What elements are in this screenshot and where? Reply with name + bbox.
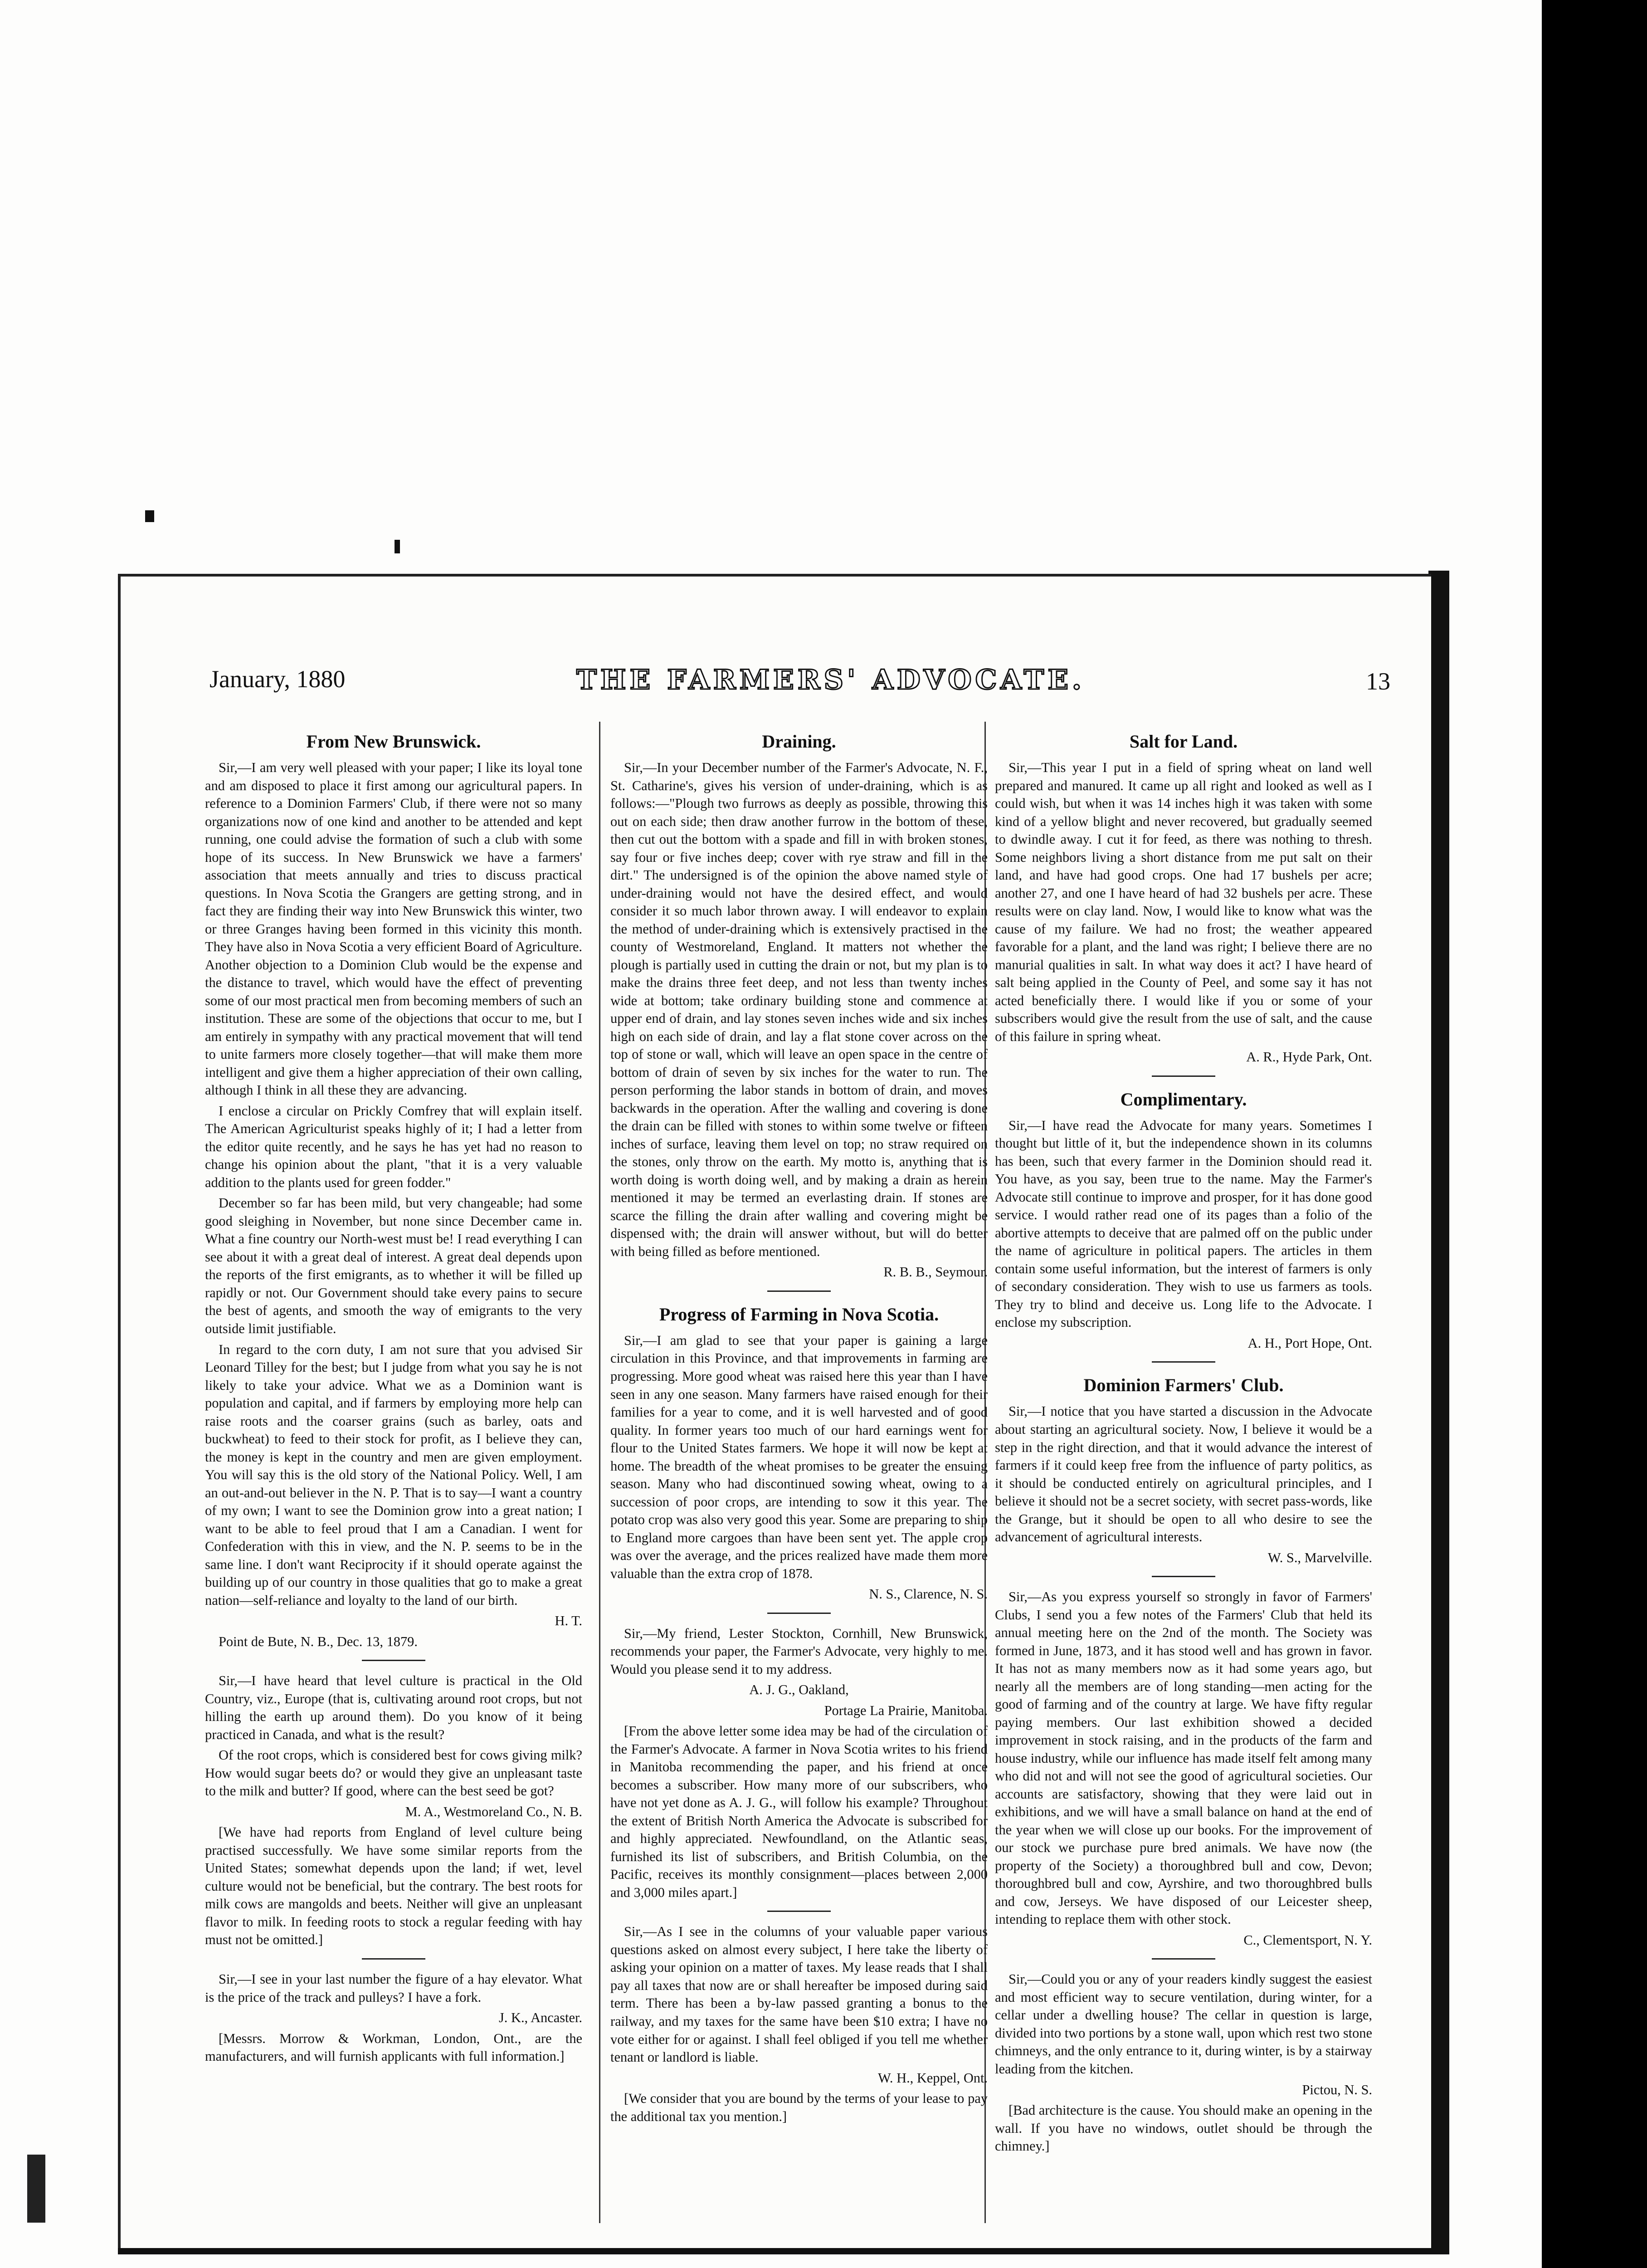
paragraph: In regard to the corn duty, I am not sure that you advised Sir Leonard Tilley for the best; but I judge from what you say he is not likely to take your advice. What we as a Dominion want is population and capital, and if farmers by employing more help can raise roots and the coarser grains (such as barley, oats and buckwheat) to feed to their stock for profit, as I believe they can, the money is kept in the country and men are given employment. You will say this is the old story of the National Policy. Well, I am an out-and-out believer in the N. P. That is to say—I want a country of my own; I want to see the Dominion grow into a great nation; I want to be able to feel proud that I am a Canadian. I went for Confederation with this in view, and the N. P. seems to be in the same line. I don't want Reciprocity if it should operate against the building up of our country in those qualities that go to make a great nation—self-reliance and loyalty to the land of our birth.: [205, 1341, 582, 1608]
column-1: [205, 726, 582, 2223]
paragraph: I enclose a circular on Prickly Comfrey that will explain itself. The American Agriculturist speaks highly of it; I had a letter from the editor quite recently, and he says he has yet had no reason to change his opinion about the plant, "that it is a very valuable addition to the plants used for green fodder.": [205, 1103, 582, 1190]
separator: [1152, 1958, 1215, 1960]
article-title: Salt for Land.: [1129, 731, 1238, 752]
signature: W. S., Marvelville.: [1267, 1549, 1372, 1565]
paragraph: Sir,—This year I put in a field of spring wheat on land well prepared and manured. It came up all right and looked as well as I could wish, but when it was 14 inches high it was taken with some kind of a yellow blight and never recovered, but gradually seemed to dwindle away. I cut it for feed, as there was nothing to thresh. Some neighbors living a short distance from me put salt on their land, and have had good crops. One had 17 bushels per acre; another 27, and one I have heard of had 32 bushels per acre. These results were on clay land. Now, I would like to know what was the cause of my failure. We had no frost; the weather appeared favorable for a plant, and the land was right; I believe there are no manurial qualities in salt. In what way does it act? I have heard of salt being applied in the County of Peel, and some say it has not acted beneficially there. I would like if you or some of your subscribers would give the result from the use of salt, and the cause of this failure in spring wheat.: [995, 760, 1372, 1044]
page-number: 13: [1366, 668, 1390, 695]
signature: M. A., Westmoreland Co., N. B.: [405, 1804, 582, 1819]
article-title: Draining.: [762, 731, 836, 752]
article-title: Dominion Farmers' Club.: [1083, 1375, 1284, 1396]
separator: [767, 1613, 831, 1614]
article-title: Progress of Farming in Nova Scotia.: [659, 1304, 939, 1325]
signature: R. B. B., Seymour.: [883, 1264, 988, 1280]
signature: C., Clementsport, N. Y.: [1243, 1932, 1372, 1948]
scan-speck: [395, 540, 400, 553]
signature: Pictou, N. S.: [1302, 2082, 1372, 2097]
paragraph: Sir,—As I see in the columns of your valuable paper various questions asked on almost every subject, I here take the liberty of asking your opinion on a matter of taxes. My lease reads that I shall pay all taxes that now are or shall hereafter be imposed during said term. There has been a by-law passed granting a bonus to the railway, and my taxes for the same have been $10 extra; I have no vote either for or against. I shall feel obliged if you tell me whether tenant or landlord is liable.: [610, 1924, 988, 2065]
publication-title: THE FARMERS' ADVOCATE.: [576, 664, 1085, 696]
paragraph: Sir,—I have read the Advocate for many years. Sometimes I thought but little of it, but the independence shown in its columns has been, such that every farmer in the Dominion should read it. You have, as you say, been true to the name. May the Farmer's Advocate still continue to improve and prosper, for it has done good service. I would rather read one of its pages than a folio of the abortive attempts to deceive that are palmed off on the public under the name of agriculture in political papers. The articles in them contain some useful information, but the interest of farmers is only of secondary consideration. They wish to use us farmers as tools. They try to blind and deceive us. Long life to the Advocate. I enclose my subscription.: [995, 1117, 1372, 1330]
paragraph: Sir,—I am glad to see that your paper is gaining a large circulation in this Province, and that improvements in farming are progressing. More good wheat was raised here this year than I have seen in any one season. Many farmers have raised enough for their families for a year to come, and it is well harvested and of good quality. In former years too much of our hard earnings went for flour to the United States farmers. We hope it will now be kept at home. The breadth of the wheat promises to be greater the ensuing season. Many who had discontinued sowing wheat, owing to a succession of poor crops, are intending to sow it this year. The potato crop was also very good this year. Some are preparing to ship to England more cargoes than have been sent yet. The apple crop was over the average, and the prices realized have made them more valuable than the extra crop of 1878.: [610, 1332, 988, 1581]
scan-speck: [145, 510, 154, 522]
editor-note: [Messrs. Morrow & Workman, London, Ont., are the manufacturers, and will furnish applicants with full information.]: [205, 2030, 582, 2064]
article-title: Complimentary.: [1120, 1089, 1247, 1110]
signature: A. H., Port Hope, Ont.: [1247, 1335, 1372, 1351]
signature: J. K., Ancaster.: [498, 2010, 582, 2026]
paragraph: Sir,—I have heard that level culture is practical in the Old Country, viz., Europe (that is, cultivating around root crops, but not hilling the earth up around them). Do you know of it being practiced in Canada, and what is the result?: [205, 1673, 582, 1742]
scan-edge-mark: [27, 2155, 45, 2223]
dateline: Point de Bute, N. B., Dec. 13, 1879.: [219, 1633, 418, 1649]
article-title: From New Brunswick.: [306, 731, 481, 752]
separator: [362, 1958, 425, 1960]
signature: A. J. G., Oakland,: [749, 1682, 849, 1698]
separator: [1152, 1075, 1215, 1077]
signature: A. R., Hyde Park, Ont.: [1246, 1049, 1372, 1065]
paragraph: Sir,—I see in your last number the figure of a hay elevator. What is the price of the track and pulleys? I have a fork.: [205, 1971, 582, 2005]
editor-note: [We consider that you are bound by the terms of your lease to pay the additional tax you mention.]: [610, 2091, 988, 2124]
scan-dark-margin: [1542, 0, 1647, 2268]
separator: [767, 1290, 831, 1292]
editor-note: [From the above letter some idea may be had of the circulation of the Farmer's Advocate. A farmer in Nova Scotia writes to his friend in Manitoba recommending the paper, and his friend at once becomes a subscriber. How many more of our subscribers, who have not yet done as A. J. G., will follow his example? Throughout the extent of British North America the Advocate is subscribed for and highly appreciated. Newfoundland, on the Atlantic seas, furnished its list of subscribers, and British Columbia, on the Pacific, receives its monthly consignment—places between 2,000 and 3,000 miles apart.]: [610, 1723, 988, 1900]
signature: Portage La Prairie, Manitoba.: [824, 1702, 988, 1718]
masthead: [210, 664, 1390, 697]
separator: [1152, 1576, 1215, 1577]
paragraph: Of the root crops, which is considered best for cows giving milk? How would sugar beets do? or would they give an unpleasant taste to the milk and butter? If good, where can the best seed be got?: [205, 1747, 582, 1799]
paragraph: Sir,—I notice that you have started a discussion in the Advocate about starting an agricultural society. Now, I believe it would be a step in the right direction, and that it would advance the interest of farmers if it could keep free from the influence of party politics, as it should be conducted entirely on agricultural principles, and I believe it should not be a secret society, with secret pass-words, like the Grange, but it should be open to all who desire to see the advancement of agricultural interests.: [995, 1403, 1372, 1545]
separator: [362, 1660, 425, 1661]
paragraph: December so far has been mild, but very changeable; had some good sleighing in November, but none since December came in. What a fine country our North-west must be! I read everything I can see about it with a great deal of interest. A great deal depends upon the reports of the first emigrants, as to whether it will be filled up rapidly or not. Our Government should take every pains to secure the best of agents, and smooth the way of emigrants to the very outside limit justifiable.: [205, 1195, 582, 1336]
separator: [767, 1911, 831, 1912]
column-2: [610, 726, 988, 2223]
newspaper-page: [118, 574, 1431, 2248]
column-rule: [599, 722, 600, 2223]
paragraph: Sir,—My friend, Lester Stockton, Cornhill, New Brunswick, recommends your paper, the Farmer's Advocate, very highly to me. Would you please send it to my address.: [610, 1625, 988, 1677]
page-edge-right: [1428, 571, 1449, 2249]
paragraph: Sir,—Could you or any of your readers kindly suggest the easiest and most efficient way to secure ventilation, during winter, for a cellar under a dwelling house? The cellar in question is large, divided into two portions by a stone wall, upon which rest two stone chimneys, and the only entrance to it, during winter, is by a stairway leading from the kitchen.: [995, 1971, 1372, 2077]
paragraph: Sir,—In your December number of the Farmer's Advocate, N. F., St. Catharine's, gives his version of under-draining, which is as follows:—"Plough two furrows as deeply as possible, throwing this out on each side; then draw another furrow in the bottom of these, then cut out the bottom with a spade and fill in with broken stones, say four or five inches deep; cover with rye straw and fill in the dirt." The undersigned is of the opinion the above named style of under-draining would not have the desired effect, and would consider it so much labor thrown away. I will endeavor to explain the method of under-draining which is extensively practised in the county of Westmoreland, England. It matters not whether the plough is partially used in cutting the drain or not, but my plan is to make the drains three feet deep, and not less than twenty inches wide at bottom; take ordinary building stone and commence at upper end of drain, and lay stones seven inches wide and six inches high on each side of drain, and lay a flat stone cover across on the top of stone or wall, which will leave an open space in the centre of bottom of drain of seven by six inches for the water to run. The person performing the labor stands in bottom of drain, and moves backwards in the operation. After the walling and covering is done the drain can be filled with stones to within some twelve or fifteen inches of surface, leaving them level on top; no straw required on the stones, only throw on the earth. My motto is, anything that is worth doing is worth doing well, and by making a drain as herein mentioned it may be termed an everlasting drain. If stones are scarce the filling the drain after walling and covering might be dispensed with; the drain will answer without, but will do better with being filled as before mentioned.: [610, 760, 988, 1259]
paragraph: Sir,—As you express yourself so strongly in favor of Farmers' Clubs, I send you a few notes of the Farmers' Club that held its annual meeting here on the 2nd of the month. The Society was formed in June, 1873, and it has stood well and has grown in favor. It has not as many members now as it had some years ago, but nearly all the members are of long standing—men acting for the good of farming and of the country at large. We have fifty regular paying members. Our last exhibition showed a decided improvement in stock raising, and in the products of the farm and house industry, while our influence has made itself felt among many who did not and will not see the good of agricultural societies. Our accounts are satisfactory, showing that they were laid out in exhibitions, and we will have a small balance on hand at the end of the year when we will close up our books. For the improvement of our stock we purchase pure bred animals. We have now (the property of the Society) a thoroughbred bull and cow, Devon; thoroughbred bull and cow, Ayrshire, and two thoroughbred bulls and cow, Jerseys. We have disposed of our Leicester sheep, intending to replace them with other stock.: [995, 1589, 1372, 1927]
signature: W. H., Keppel, Ont.: [878, 2070, 988, 2086]
signature: H. T.: [555, 1613, 582, 1629]
column-3: [995, 726, 1372, 2223]
issue-date: January, 1880: [210, 665, 346, 693]
editor-note: [Bad architecture is the cause. You should make an opening in the wall. If you have no windows, outlet should be through the chimney.]: [995, 2102, 1372, 2154]
editor-note: [We have had reports from England of level culture being practised successfully. We have some similar reports from the United States; somewhat depends upon the land; if wet, level culture would not be beneficial, but the contrary. The best roots for milk cows are mangolds and beets. Neither will give an unpleasant flavor to milk. In feeding roots to stock a regular feeding with hay must not be omitted.]: [205, 1824, 582, 1948]
signature: N. S., Clarence, N. S.: [869, 1586, 988, 1602]
separator: [1152, 1361, 1215, 1363]
paragraph: Sir,—I am very well pleased with your paper; I like its loyal tone and am disposed to place it first among our agricultural papers. In reference to a Dominion Farmers' Club, if there were not so many organizations now of one kind and another to be attended and kept running, one could advise the formation of such a club with some hope of its success. In New Brunswick we have a farmers' association that meets annually and tries to discuss practical questions. In Nova Scotia the Grangers are getting strong, and in fact they are finding their way into New Brunswick this winter, two or three Granges having been formed in this vicinity this month. They have also in Nova Scotia a very efficient Board of Agriculture. Another objection to a Dominion Club would be the expense and the distance to travel, which would have the effect of preventing some of our most practical men from becoming members of such an institution. These are some of the objections that occur to me, but I am entirely in sympathy with any practical movement that will tend to unite farmers more closely together—that will make them more intelligent and give them a higher appreciation of their own calling, although I think in all these they are advancing.: [205, 760, 582, 1098]
